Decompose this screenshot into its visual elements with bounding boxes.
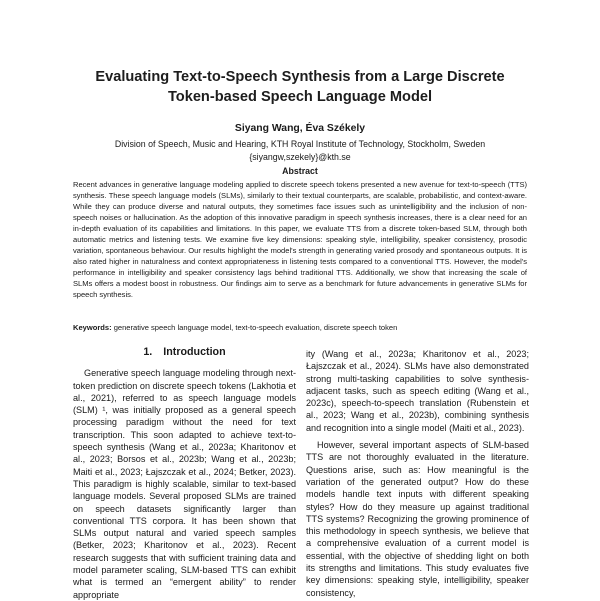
title-line-1: Evaluating Text-to-Speech Synthesis from a Large Discrete xyxy=(95,69,505,85)
left-column xyxy=(73,340,296,601)
keywords-label: Keywords: xyxy=(73,323,112,332)
author-list: Siyang Wang, Éva Székely xyxy=(234,123,366,134)
keywords xyxy=(73,323,527,334)
keywords-text: generative speech language model, text-to-speech evaluation, discrete speech token xyxy=(111,323,398,332)
section-heading xyxy=(73,346,296,358)
paper-title xyxy=(60,68,540,107)
author-email: {siyangw,szekely}@kth.se xyxy=(249,152,351,162)
section-number: 1. xyxy=(143,346,153,358)
affiliation: Division of Speech, Music and Hearing, KTH Royal Institute of Technology, Stockholm, Sweden xyxy=(114,139,486,149)
right-column xyxy=(306,348,529,599)
intro-paragraph-1-continued: ity (Wang et al., 2023a; Kharitonov et al., 2023; Łajszczak et al., 2024). SLMs have also demonstrated strong multi-tasking capabilities to solve synthesis-adjacent tasks, such as speech editing (Wang et al., 2023c), speech-to-speech translation (Rubenstein et al., 2023; Wang et al., 2023b), combining synthesis and recognition into a single model (Maiti et al., 2023). xyxy=(306,349,529,433)
abstract-text: Recent advances in generative language modeling applied to discrete speech tokens presented a new avenue for text-to-speech (TTS) synthesis. These speech language models (SLMs), similarly to their textual counterparts, are scalable, probabilistic, and context-aware. While they can produce diverse and natural outputs, they sometimes face issues such as unintelligibility and the inclusion of non-speech noises or hallucination. As the adoption of this innovative paradigm in speech synthesis increases, there is a clear need for an in-depth evaluation of its capabilities and limitations. In this paper, we evaluate TTS from a discrete token-based SLM, through both automatic metrics and listening tests. We examine five key dimensions: speaking style, intelligibility, speaker consistency, prosodic variation, spontaneous behaviour. Our results highlight the model's strength in generating varied prosody and spontaneous outputs. It is also rated higher in naturalness and context appropriateness in listening tests compared to a conventional TTS. However, the model's performance in intelligibility and speaker consistency lags behind traditional TTS. Additionally, we show that increasing the scale of SLMs offers a modest boost in robustness. Our findings aim to serve as a benchmark for future advancements in generative SLMs for speech synthesis. xyxy=(73,180,527,299)
intro-paragraph-2: However, several important aspects of SLM-based TTS are not thoroughly evaluated in the literature. Questions arise, such as: How meaningful is the variation of the generated output? How do these models handle text inputs with different speaking styles? How do they measure up against traditional TTS systems? Recognizing the growing prominence of this methodology in speech synthesis, we believe that a comprehensive evaluation of a current model is essential, with the objective of shedding light on both its strengths and limitations. This study evaluates five key dimensions: speaking style, intelligibility, speaker consistency, xyxy=(306,440,529,598)
abstract-heading: Abstract xyxy=(282,166,318,176)
intro-paragraph-1: Generative speech language modeling through next-token prediction on discrete speech tokens (Lakhotia et al., 2021), referred to as speech language models (SLM) ¹, was initially proposed as a general speech processing paradigm without the need for text transcription. This soon adapted to achieve text-to-speech synthesis (Wang et al., 2023a; Kharitonov et al., 2023; Borsos et al., 2023b; Wang et al., 2023b; Maiti et al., 2023; Łajszczak et al., 2024; Betker, 2023). This paradigm is highly scalable, similar to text-based language models. Several proposed SLMs are trained on speech datasets significantly larger than conventional TTS corpora. It has been shown that SLMs output natural and varied speech samples (Betker, 2023; Kharitonov et al., 2023). Recent research suggests that with sufficient training data and model parameter scaling, SLM-based TTS can exhibit what is termed an “emergent ability” to render appropriate xyxy=(73,368,296,600)
title-line-2: Token-based Speech Language Model xyxy=(167,88,433,105)
section-title: Introduction xyxy=(163,346,226,358)
